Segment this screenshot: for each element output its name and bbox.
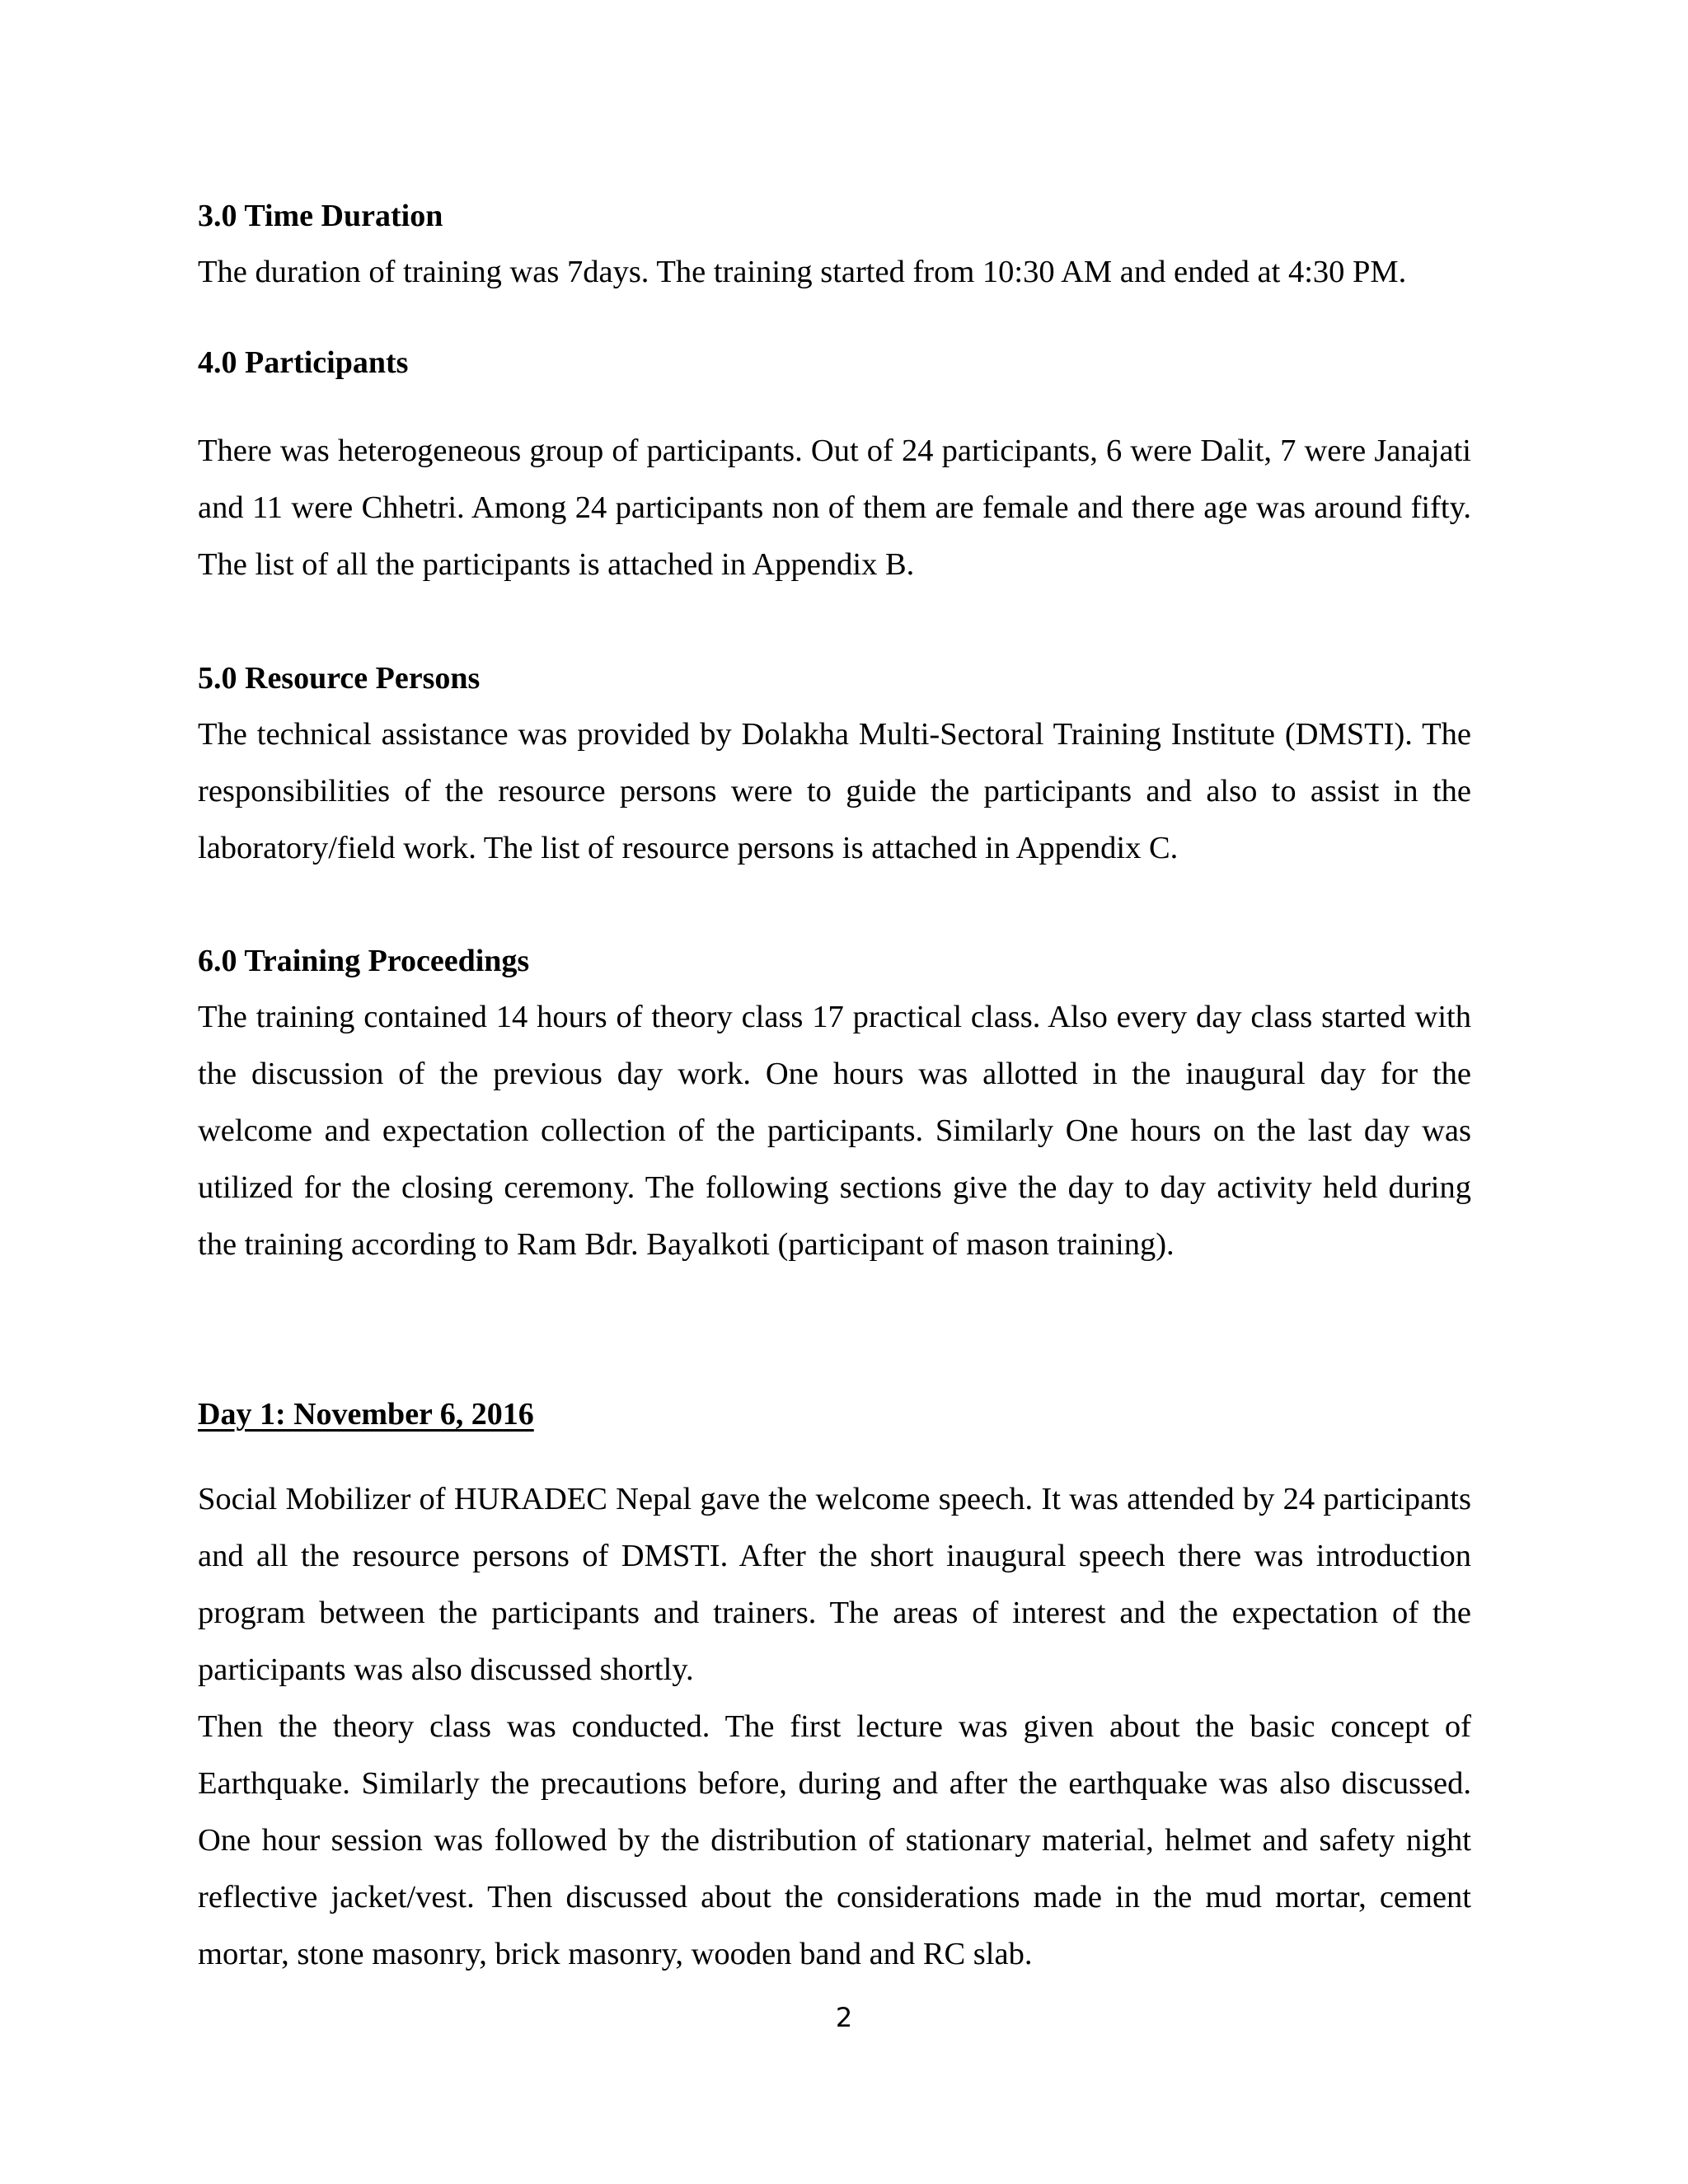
participants-text: There was heterogeneous group of participants. Out of 24 participants, 6 were Dalit, 7 were Janajati and 11 were Chhetri. Among 24 participants non of them are female and there age was around fifty. The list of all the participants is attached in Appendix B. xyxy=(198,434,1471,582)
section-heading-resource-persons: 5.0 Resource Persons xyxy=(198,661,481,696)
section-heading-training-proceedings: 6.0 Training Proceedings xyxy=(198,944,530,978)
day1-heading: Day 1: November 6, 2016 xyxy=(198,1397,534,1432)
training-proceedings-text: The training contained 14 hours of theory class 17 practical class. Also every day class started with the discussion of the previous day work. One hours was allotted in the inaugural day for the welcome and expectation collection of the participants. Similarly One hours on the last day was utilized for the closing ceremony. The following sections give the day to day activity held during the training according to Ram Bdr. Bayalkoti (participant of mason training). xyxy=(198,1000,1471,1262)
time-duration-text: The duration of training was 7days. The training started from 10:30 AM and ended at 4:30 PM. xyxy=(198,255,1407,289)
resource-persons-text: The technical assistance was provided by Dolakha Multi-Sectoral Training Institute (DMSTI). The responsibilities of the resource persons were to guide the participants and also to assist in the laboratory/field work. The list of resource persons is attached in Appendix C. xyxy=(198,717,1471,865)
page-number: 2 xyxy=(835,2002,853,2033)
section-heading-participants: 4.0 Participants xyxy=(198,345,409,380)
day1-paragraph-2: Then the theory class was conducted. The first lecture was given about the basic concept of Earthquake. Similarly the precautions before, during and after the earthquake was also discussed. One hour session was followed by the distribution of stationary material, helmet and safety night reflective jacket/vest. Then discussed about the considerations made in the mud mortar, cement mortar, stone masonry, brick masonry, wooden band and RC slab. xyxy=(198,1709,1471,1971)
day1-paragraph-1: Social Mobilizer of HURADEC Nepal gave the welcome speech. It was attended by 24 participants and all the resource persons of DMSTI. After the short inaugural speech there was introduction program between the participants and trainers. The areas of interest and the expectation of the participants was also discussed shortly. xyxy=(198,1482,1471,1687)
section-heading-time-duration: 3.0 Time Duration xyxy=(198,199,443,233)
